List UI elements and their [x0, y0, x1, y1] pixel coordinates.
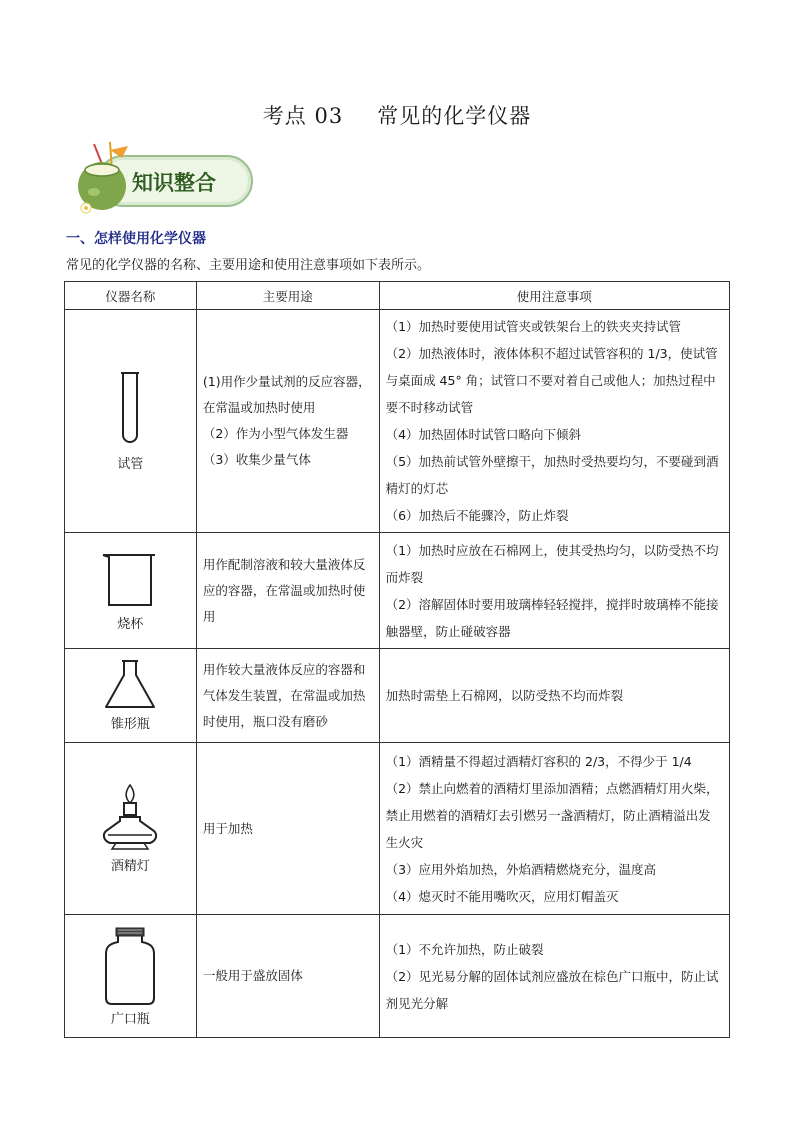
instrument-cell	[65, 310, 197, 533]
use-item: 用作配制溶液和较大量液体反应的容器，在常温或加热时使用	[202, 556, 366, 624]
table-header-row	[65, 282, 730, 310]
knowledge-badge	[72, 140, 258, 216]
use-item: （2）作为小型气体发生器	[202, 426, 349, 441]
instrument-name: 广口瓶	[110, 1011, 150, 1027]
uses-cell	[196, 915, 379, 1038]
page-title	[0, 100, 794, 130]
note-item: （2）加热液体时，液体体积不超过试管容积的 1/3，使试管与桌面成 45° 角；试管口不要对着自己或他人；加热过程中要不时移动试管	[385, 346, 718, 415]
table-row	[65, 649, 730, 743]
badge-text: 知识整合	[132, 171, 216, 195]
instrument-name: 试管	[117, 456, 144, 472]
instrument-cell	[65, 533, 197, 649]
note-item: （3）应用外焰加热，外焰酒精燃烧充分，温度高	[385, 861, 657, 877]
note-item: （6）加热后不能骤冷，防止炸裂	[385, 508, 569, 523]
note-item: （2）禁止向燃着的酒精灯里添加酒精；点燃酒精灯用火柴，禁止用燃着的酒精灯去引燃另一盏酒精灯，防止酒精溢出发生火灾	[385, 780, 719, 850]
use-item: （3）收集少量气体	[202, 452, 311, 467]
notes-cell	[379, 743, 729, 915]
use-item: 用于加热	[202, 820, 253, 836]
note-item: （4）加热固体时试管口略向下倾斜	[385, 427, 582, 442]
section-intro: 常见的化学仪器的名称、主要用途和使用注意事项如下表所示。	[66, 258, 431, 273]
note-item: （5）加热前试管外壁擦干，加热时受热要均匀，不要碰到酒精灯的灯芯	[385, 454, 719, 496]
note-item: 加热时需垫上石棉网，以防受热不均而炸裂	[385, 688, 624, 703]
section-heading: 一、怎样使用化学仪器	[66, 231, 206, 247]
notes-cell	[379, 649, 729, 743]
header-notes: 使用注意事项	[379, 282, 729, 310]
note-item: （1）加热时应放在石棉网上，使其受热均匀，以防受热不均而炸裂	[385, 542, 719, 585]
note-item: （1）酒精量不得超过酒精灯容积的 2/3，不得少于 1/4	[385, 753, 692, 769]
instrument-cell	[65, 915, 197, 1038]
topic-code: 考点 03	[262, 104, 344, 128]
table-row	[65, 915, 730, 1038]
header-uses: 主要用途	[196, 282, 379, 310]
notes-cell	[379, 915, 729, 1038]
notes-cell	[379, 533, 729, 649]
table-row	[65, 743, 730, 915]
uses-cell	[196, 649, 379, 743]
instrument-name: 烧杯	[117, 617, 144, 632]
uses-cell	[196, 310, 379, 533]
table-row	[65, 310, 730, 533]
wide-mouth-bottle-icon	[102, 926, 158, 1006]
instrument-name: 锥形瓶	[110, 717, 150, 732]
topic-title: 常见的化学仪器	[377, 104, 532, 128]
uses-cell	[196, 743, 379, 915]
note-item: （4）熄灭时不能用嘴吹灭，应用灯帽盖灭	[385, 888, 619, 904]
beaker-icon	[99, 549, 161, 611]
alcohol-lamp-icon	[100, 783, 160, 853]
instrument-name: 酒精灯	[110, 859, 150, 874]
erlenmeyer-flask-icon	[102, 659, 158, 711]
note-item: （1）加热时要使用试管夹或铁架台上的铁夹夹持试管	[385, 319, 682, 334]
note-item: （1）不允许加热，防止破裂	[385, 941, 544, 957]
use-item: 一般用于盛放固体	[202, 968, 303, 983]
use-item: 用作较大量液体反应的容器和气体发生装置，在常温或加热时使用，瓶口没有磨砂	[202, 661, 366, 729]
instrument-cell	[65, 743, 197, 915]
use-item: (1)用作少量试剂的反应容器，在常温或加热时使用	[202, 374, 371, 415]
uses-cell	[196, 533, 379, 649]
test-tube-icon	[115, 371, 145, 451]
note-item: （2）见光易分解的固体试剂应盛放在棕色广口瓶中，防止试剂见光分解	[385, 968, 719, 1011]
instrument-table	[64, 281, 730, 1038]
notes-cell	[379, 310, 729, 533]
header-name: 仪器名称	[65, 282, 197, 310]
note-item: （2）溶解固体时要用玻璃棒轻轻搅拌，搅拌时玻璃棒不能接触器壁，防止碰破容器	[385, 596, 719, 639]
table-row	[65, 533, 730, 649]
instrument-cell	[65, 649, 197, 743]
